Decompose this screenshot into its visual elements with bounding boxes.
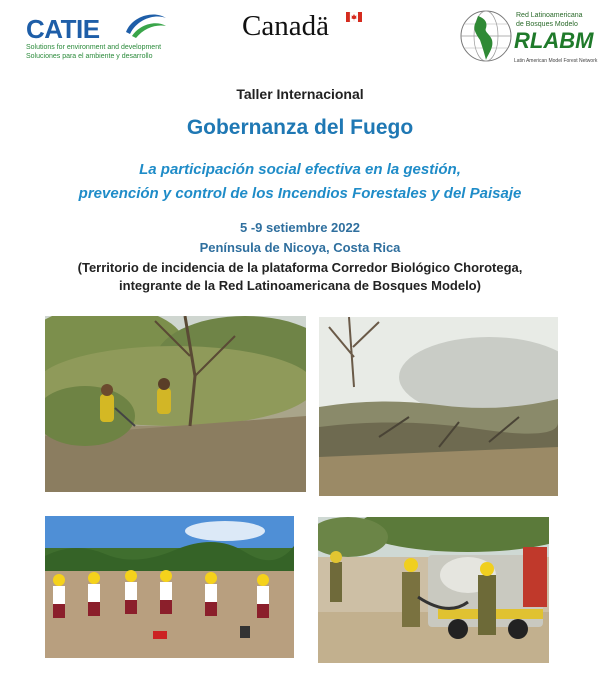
page-title: Gobernanza del Fuego (186, 116, 414, 139)
subtitle-line-2: prevención y control de los Incendios Forestales y del Paisaje (78, 185, 522, 202)
catie-tagline-es: Soluciones para el ambiente y desarrollo (26, 53, 153, 60)
photo-firefighters-truck (318, 517, 549, 663)
rlabm-english-name: Latin American Model Forest Network (514, 58, 598, 64)
canada-flag-icon (346, 12, 362, 22)
territory-line-2: integrante de la Red Latinoamericana de Bosques Modelo) (119, 278, 481, 293)
territory-line-1: (Territorio de incidencia de la plataforma Corredor Biológico Chorotega, (77, 260, 523, 275)
canada-wordmark: Canadä (242, 10, 329, 42)
event-location: Península de Nicoya, Costa Rica (199, 240, 401, 255)
catie-swoosh-icon (122, 10, 168, 44)
rlabm-name-line1: Red Latinoamericana (516, 12, 583, 19)
photo-children-hardhats (45, 516, 294, 658)
photo-brush-clearing (45, 316, 306, 492)
photo-burning-field (319, 317, 558, 496)
canada-logo (242, 10, 362, 44)
event-type: Taller Internacional (236, 86, 364, 102)
subtitle-line-1: La participación social efectiva en la gestión, (139, 161, 461, 178)
event-dates: 5 -9 setiembre 2022 (240, 220, 360, 235)
rlabm-logo (458, 8, 598, 68)
rlabm-acronym: RLABM (514, 28, 594, 53)
catie-logo (26, 10, 166, 62)
rlabm-name-line2: de Bosques Modelo (516, 21, 578, 28)
globe-icon (458, 8, 514, 64)
catie-wordmark: CATIE (26, 14, 100, 44)
catie-tagline-en: Solutions for environment and development (26, 44, 162, 51)
